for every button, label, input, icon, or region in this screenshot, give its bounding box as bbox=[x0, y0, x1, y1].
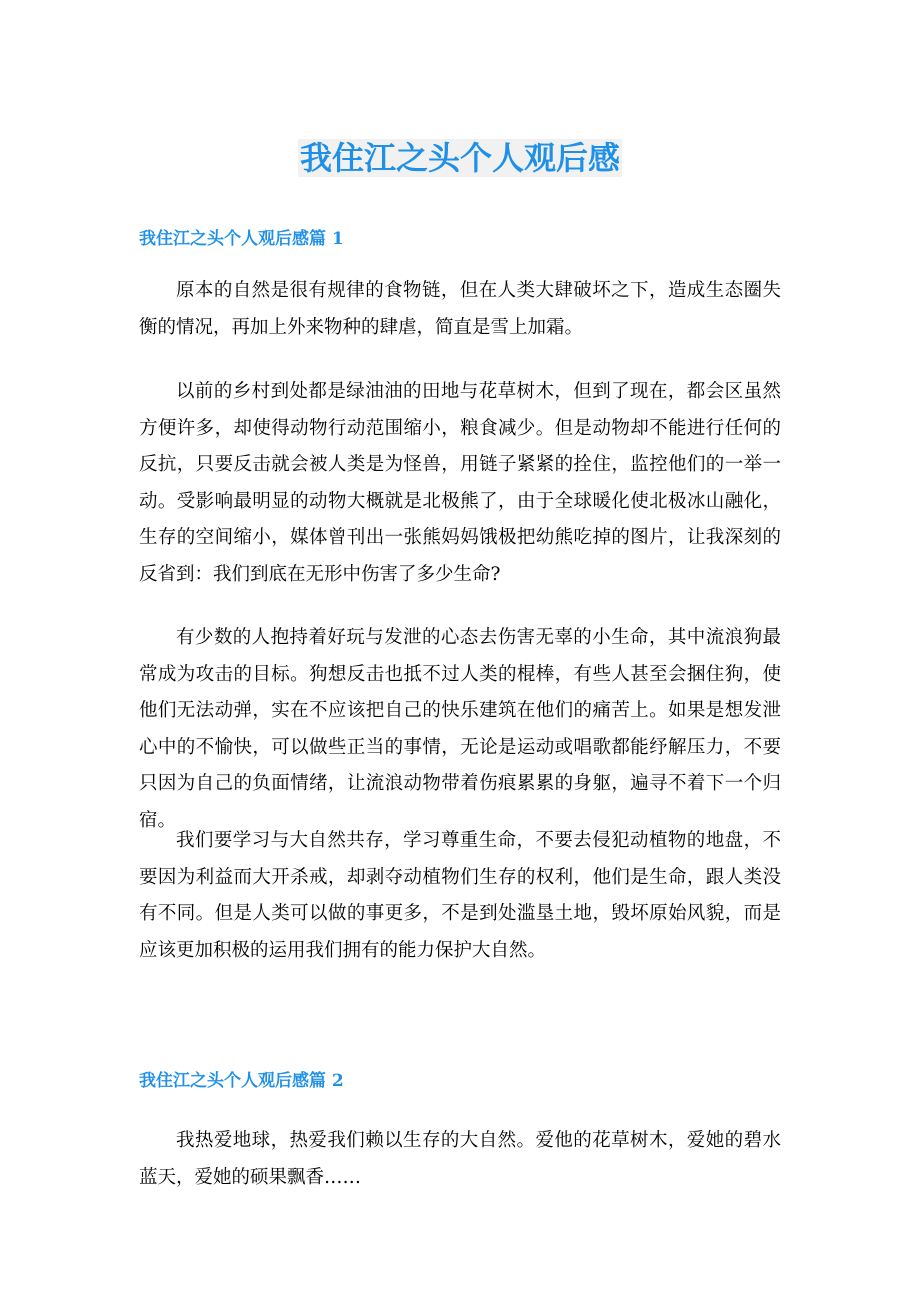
paragraph-1-1: 原本的自然是很有规律的食物链，但在人类大肆破坏之下，造成生态圈失衡的情况，再加上外来物种的肆虐，简直是雪上加霜。 bbox=[139, 280, 781, 338]
paragraph-2-1: 我热爱地球，热爱我们赖以生存的大自然。爱他的花草树木，爱她的碧水蓝天，爱她的硕果飘香…… bbox=[139, 1130, 781, 1188]
document-title bbox=[0, 133, 920, 183]
paragraph-1-4: 我们要学习与大自然共存，学习尊重生命，不要去侵犯动植物的地盘，不要因为利益而大开杀戒，却剥夺动植物们生存的权利，他们是生命，跟人类没有不同。但是人类可以做的事更多，不是到处滥垦土地，毁坏原始风貌，而是应该更加积极的运用我们拥有的能力保护大自然。 bbox=[139, 830, 781, 961]
paragraph-1-3: 有少数的人抱持着好玩与发泄的心态去伤害无辜的小生命，其中流浪狗最常成为攻击的目标。狗想反击也抵不过人类的棍棒，有些人甚至会捆住狗，使他们无法动弹，实在不应该把自己的快乐建筑在他们的痛苦上。如果是想发泄心中的不愉快，可以做些正当的事情，无论是运动或唱歌都能纾解压力，不要只因为自己的负面情绪，让流浪动物带着伤痕累累的身躯，遍寻不着下一个归宿。 bbox=[139, 627, 781, 831]
section-heading-1: 我住江之头个人观后感篇 1 bbox=[139, 229, 344, 249]
section-heading-2: 我住江之头个人观后感篇 2 bbox=[139, 1071, 344, 1091]
paragraph-1-2: 以前的乡村到处都是绿油油的田地与花草树木，但到了现在，都会区虽然方便许多，却使得动物行动范围缩小，粮食减少。但是动物却不能进行任何的反抗，只要反击就会被人类是为怪兽，用链子紧紧的拴住，监控他们的一举一动。受影响最明显的动物大概就是北极熊了，由于全球暖化使北极冰山融化，生存的空间缩小，媒体曾刊出一张熊妈妈饿极把幼熊吃掉的图片，让我深刻的反省到：我们到底在无形中伤害了多少生命? bbox=[139, 381, 781, 585]
document-title-text: 我住江之头个人观后感 bbox=[299, 139, 620, 177]
